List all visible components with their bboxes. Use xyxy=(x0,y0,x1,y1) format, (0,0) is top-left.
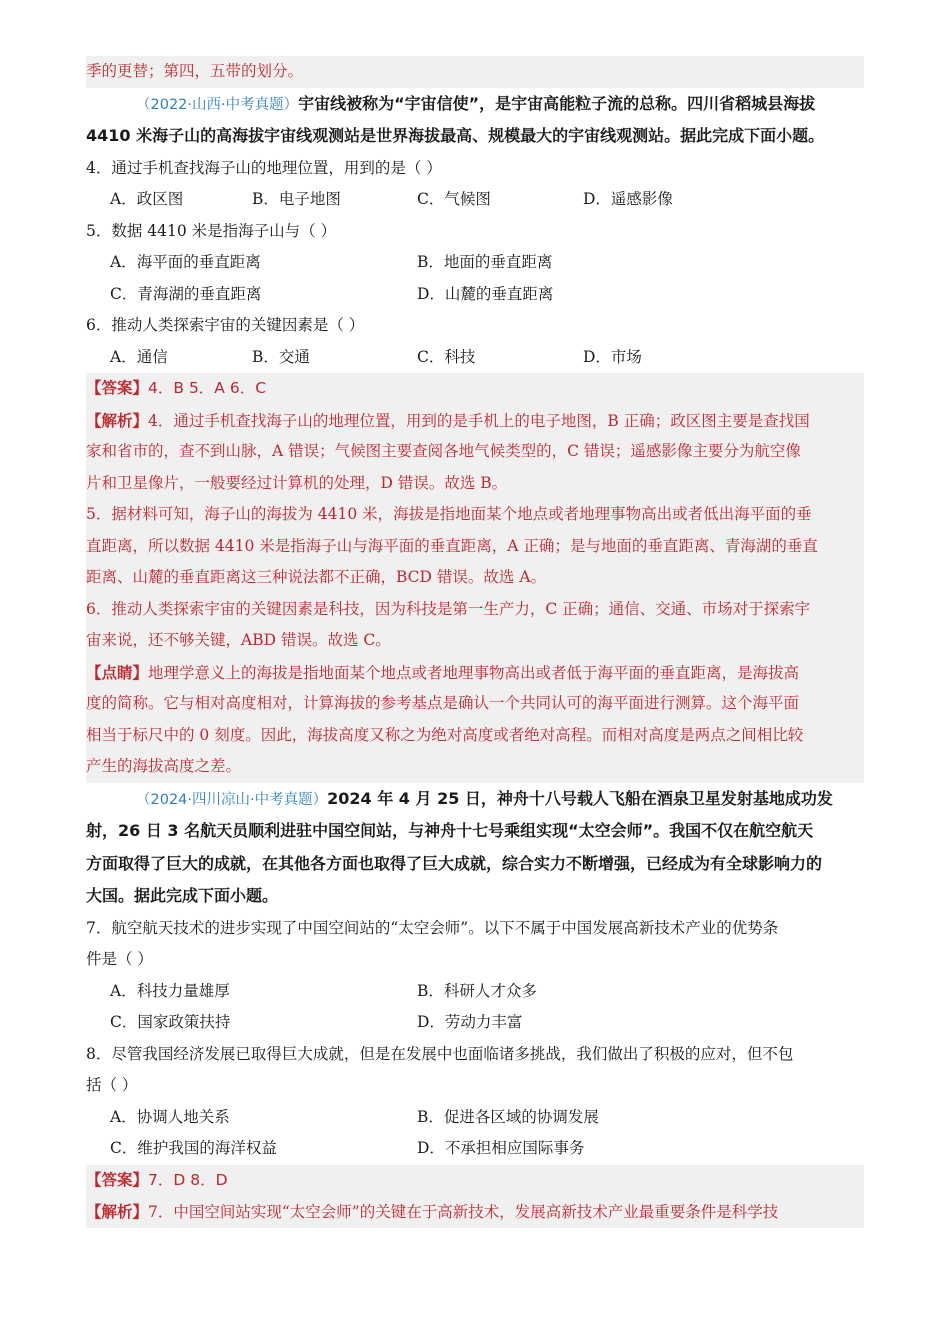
question-5-options-row-1 xyxy=(86,247,864,279)
question-7-cont: 件是（ ） xyxy=(86,950,153,968)
question-5-options-row-2 xyxy=(86,279,864,311)
analysis-line: 家和省市的，查不到山脉，A 错误；气候图主要查阅各地气候类型的，C 错误；遥感影像主要分为航空像 xyxy=(86,436,864,468)
answer-values: 4．B 5．A 6．C xyxy=(148,379,267,397)
analysis-text: 4．通过手机查找海子山的地理位置，用到的是手机上的电子地图，B 正确；政区图主要是查找国 xyxy=(148,411,810,430)
answer-tag: 【答案】 xyxy=(86,379,149,397)
material-text-line: 方面取得了巨大的成就，在其他各方面也取得了巨大成就，综合实力不断增强，已经成为有全球影响力的 xyxy=(86,853,823,873)
source-tag: （2022·山西·中考真题） xyxy=(136,96,299,113)
analysis-line xyxy=(86,1196,864,1228)
option-d: D．不承担相应国际事务 xyxy=(417,1139,585,1157)
tip-tag: 【点睛】 xyxy=(86,662,149,682)
option-a: A．政区图 xyxy=(110,190,184,208)
analysis-line xyxy=(86,405,864,437)
analysis-tag: 【解析】 xyxy=(86,410,149,430)
option-c: C．科技 xyxy=(417,347,476,366)
answer-values: 7．D 8．D xyxy=(148,1170,228,1189)
material-text-line: 射，26 日 3 名航天员顺利进驻中国空间站，与神舟十七号乘组实现“太空会师”。我国不仅在航空航天 xyxy=(86,821,814,840)
analysis-line: 直距离，所以数据 4410 米是指海子山与海平面的垂直距离，A 正确；是与地面的垂直距离、青海湖的垂直 xyxy=(86,531,864,563)
material-intro-2 xyxy=(86,783,864,816)
question-4-options xyxy=(86,184,864,216)
material-text-line: 4410 米海子山的高海拔宇宙线观测站是世界海拔最高、规模最大的宇宙线观测站。据此完成下面小题。 xyxy=(86,126,825,145)
tip-text: 地理学意义上的海拔是指地面某个地点或者地理事物高出或者低于海平面的垂直距离，是海拔高 xyxy=(148,663,800,682)
material-text-line: 大国。据此完成下面小题。 xyxy=(86,886,279,905)
tip-line xyxy=(86,657,864,689)
answer-tag: 【答案】 xyxy=(86,1170,149,1189)
option-b: B．科研人才众多 xyxy=(417,981,537,1000)
option-c: C．国家政策扶持 xyxy=(110,1013,231,1031)
analysis-tail-line: 季的更替；第四，五带的划分。 xyxy=(86,56,864,88)
option-a: A．协调人地关系 xyxy=(110,1107,230,1126)
question-8: 8．尽管我国经济发展已取得巨大成就，但是在发展中也面临诸多挑战，我们做出了积极的应对，但不包 xyxy=(86,1044,794,1063)
option-a: A．海平面的垂直距离 xyxy=(110,253,261,271)
question-7-options-row-2 xyxy=(86,1007,864,1039)
material-text: 2024 年 4 月 25 日，神舟十八号载人飞船在酒泉卫星发射基地成功发 xyxy=(327,788,833,808)
material-intro-1 xyxy=(86,88,864,121)
option-b: B．电子地图 xyxy=(252,190,341,208)
option-d: D．劳动力丰富 xyxy=(417,1013,523,1031)
analysis-text: 7．中国空间站实现“太空会师”的关键在于高新技术，发展高新技术产业最重要条件是科学技 xyxy=(148,1203,779,1221)
question-6: 6．推动人类探索宇宙的关键因素是（ ） xyxy=(86,316,365,334)
option-c: C．维护我国的海洋权益 xyxy=(110,1139,277,1157)
tip-line: 产生的海拔高度之差。 xyxy=(86,751,864,783)
option-a: A．通信 xyxy=(110,347,168,366)
option-a: A．科技力量雄厚 xyxy=(110,981,230,1000)
question-6-options xyxy=(86,342,864,374)
analysis-line: 6．推动人类探索宇宙的关键因素是科技，因为科技是第一生产力，C 正确；通信、交通、市场对于探索宇 xyxy=(86,594,864,626)
tip-line: 相当于标尺中的 0 刻度。因此，海拔高度又称之为绝对高度或者绝对高程。而相对高度是两点之间相比较 xyxy=(86,720,864,752)
option-d: D．遥感影像 xyxy=(583,190,673,208)
analysis-line: 宙来说，还不够关键，ABD 错误。故选 C。 xyxy=(86,625,864,657)
option-c: C．青海湖的垂直距离 xyxy=(110,284,262,303)
source-tag: （2024·四川凉山·中考真题） xyxy=(136,791,328,808)
analysis-line: 距离、山麓的垂直距离这三种说法都不正确，BCD 错误。故选 A。 xyxy=(86,562,864,594)
question-8-options-row-2 xyxy=(86,1133,864,1165)
question-8-cont: 括（ ） xyxy=(86,1076,138,1094)
option-b: B．交通 xyxy=(252,347,310,366)
question-7: 7．航空航天技术的进步实现了中国空间站的“太空会师”。以下不属于中国发展高新技术产业的优势条 xyxy=(86,918,779,937)
option-b: B．地面的垂直距离 xyxy=(417,253,553,271)
option-d: D．市场 xyxy=(583,347,642,366)
analysis-line: 片和卫星像片，一般要经过计算机的处理，D 错误。故选 B。 xyxy=(86,468,864,500)
analysis-line: 5．据材料可知，海子山的海拔为 4410 米，海拔是指地面某个地点或者地理事物高出或者低出海平面的垂 xyxy=(86,499,864,531)
question-5: 5．数据 4410 米是指海子山与（ ） xyxy=(86,221,337,240)
option-c: C．气候图 xyxy=(417,190,491,208)
option-b: B．促进各区域的协调发展 xyxy=(417,1107,599,1126)
question-8-options-row-1 xyxy=(86,1102,864,1134)
analysis-tag: 【解析】 xyxy=(86,1202,149,1221)
question-7-options-row-1 xyxy=(86,976,864,1008)
tip-line: 度的简称。它与相对高度相对，计算海拔的参考基点是确认一个共同认可的海平面进行测算。这个海平面 xyxy=(86,688,864,720)
option-d: D．山麓的垂直距离 xyxy=(417,284,554,303)
answer-line xyxy=(86,373,864,405)
document-page xyxy=(86,56,864,1228)
material-text: 宇宙线被称为“宇宙信使”，是宇宙高能粒子流的总称。四川省稻城县海拔 xyxy=(298,93,816,113)
question-4: 4．通过手机查找海子山的地理位置，用到的是（ ） xyxy=(86,158,442,177)
answer-line xyxy=(86,1165,864,1197)
